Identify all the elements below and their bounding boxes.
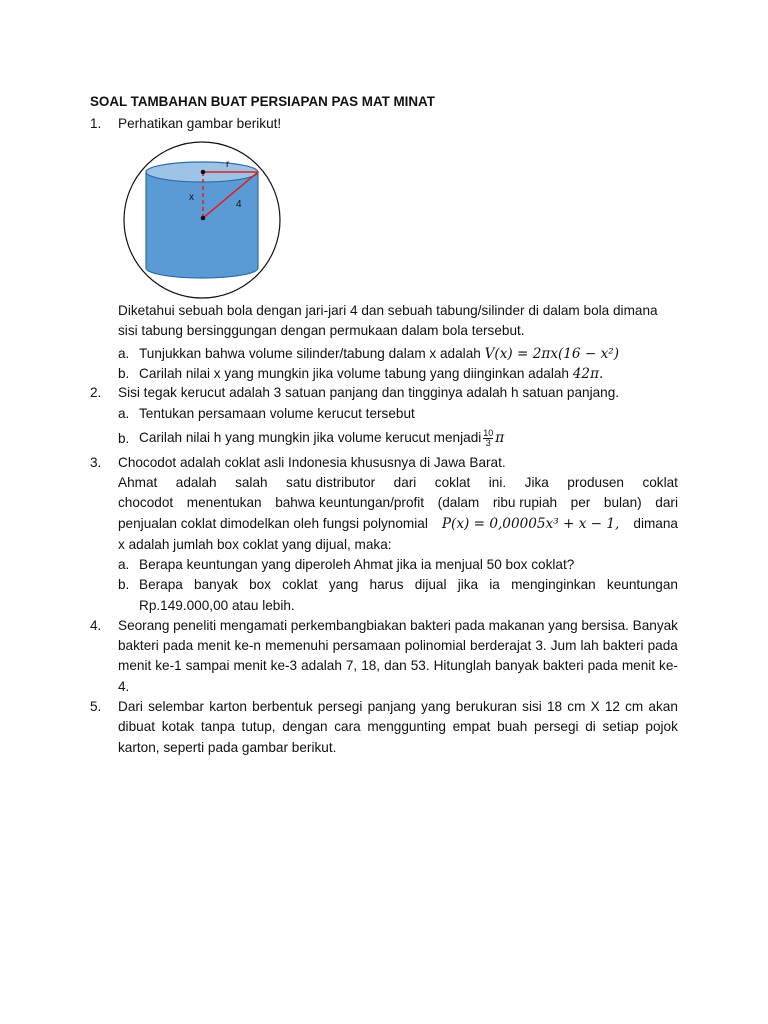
word: persegi <box>533 719 579 734</box>
word: selembar <box>148 699 205 714</box>
word: buah <box>497 719 528 734</box>
q2-text: Sisi tegak kerucut adalah 3 satuan panjang dan tingginya adalah h satuan panjang. <box>118 385 620 400</box>
word: tutup, <box>241 719 276 734</box>
q3-b-line2: Rp.149.000,00 atau lebih. <box>139 598 295 613</box>
q1-paragraph-line1: Diketahui sebuah bola dengan jari-jari 4 dan sebuah tabung/silinder di dalam bola dimana <box>118 303 658 318</box>
word: coklat <box>282 577 318 592</box>
word: chocodot <box>118 495 174 510</box>
word: karton <box>209 699 247 714</box>
word: ini. <box>488 475 507 490</box>
word: Banyak <box>632 618 678 633</box>
sphere-cylinder-figure <box>122 140 282 300</box>
q4-line2 <box>118 637 678 655</box>
word: pojok <box>645 719 678 734</box>
word: Berapa <box>139 577 183 592</box>
q2-b-item <box>139 426 504 450</box>
word: dari <box>393 475 417 490</box>
word: menit <box>197 638 231 653</box>
word: produsen <box>567 475 624 490</box>
word: cm <box>567 699 586 714</box>
pi-symbol: π <box>495 430 505 446</box>
word: berbentuk <box>252 699 313 714</box>
q3-line3 <box>118 494 678 512</box>
word: adalah <box>301 658 342 673</box>
word: Ahmat <box>118 475 158 490</box>
word: sisi <box>522 699 542 714</box>
cylinder-body <box>146 172 258 278</box>
word: persegi <box>317 699 363 714</box>
word: Hitunglah <box>433 658 492 673</box>
word: berukuran <box>455 699 517 714</box>
word: bakteri <box>118 638 159 653</box>
word: menit <box>621 658 656 673</box>
word: menentukan <box>186 495 262 510</box>
word: sampai <box>185 658 230 673</box>
word: persamaan <box>332 638 401 653</box>
label-r: r <box>226 159 230 170</box>
word: ke-3 <box>270 658 298 673</box>
q4-line3 <box>118 657 678 675</box>
word: dan <box>384 658 407 673</box>
word: ribu rupiah <box>492 495 558 510</box>
word: pada <box>587 658 618 673</box>
fraction-denominator: 3 <box>485 437 491 448</box>
word: Seorang <box>118 618 170 633</box>
word: menginginkan <box>511 577 596 592</box>
q2-a-label: a. <box>118 406 130 421</box>
word: Jum <box>550 638 577 653</box>
q2-b-text: Carilah nilai h yang mungkin jika volume kerucut menjadi <box>139 430 482 445</box>
word: dijual <box>414 577 447 592</box>
word: akan <box>648 699 678 714</box>
q5-line3: karton, seperti pada gambar berikut. <box>118 740 337 755</box>
word: (dalam <box>437 495 480 510</box>
q1-b-text: Carilah nilai x yang mungkin jika volume tabung yang diinginkan adalah <box>139 366 569 381</box>
word: empat <box>452 719 491 734</box>
word: mengamati <box>219 618 288 633</box>
q1-paragraph-line2: sisi tabung bersinggungan dengan permukaan dalam bola tersebut. <box>118 323 525 338</box>
q1-a-label: a. <box>118 346 130 361</box>
word: coklat <box>642 475 678 490</box>
word: satu distributor <box>286 475 376 490</box>
q2-number: 2. <box>90 385 102 400</box>
q1-a-text: Tunjukkan bahwa volume silinder/tabung dalam x adalah <box>139 346 481 361</box>
word: harus <box>369 577 404 592</box>
word: lah <box>580 638 599 653</box>
q3-line4 <box>118 515 678 533</box>
page-title: SOAL TAMBAHAN BUAT PERSIAPAN PAS MAT MINAT <box>90 94 435 109</box>
word: coklat <box>434 475 471 490</box>
word: 18 <box>546 699 563 714</box>
word: pada <box>647 638 678 653</box>
word: banyak <box>495 658 539 673</box>
top-center-dot <box>201 170 206 175</box>
word: dari <box>655 495 678 510</box>
q3-a-label: a. <box>118 557 130 572</box>
word: polinomial <box>404 638 466 653</box>
word: bakteri <box>542 658 584 673</box>
q5-number: 5. <box>90 699 102 714</box>
word: per <box>570 495 591 510</box>
word: keuntungan <box>606 577 678 592</box>
word: adalah <box>175 475 217 490</box>
word: 3. <box>535 638 547 653</box>
label-x: x <box>189 192 194 203</box>
word: kotak <box>161 719 195 734</box>
word: 18, <box>361 658 381 673</box>
word: perkembangbiakan <box>290 618 407 633</box>
q1-number: 1. <box>90 116 102 131</box>
word: ke-1 <box>155 658 182 673</box>
word: yang <box>328 577 359 592</box>
word: jika <box>457 577 479 592</box>
word: ia <box>489 577 500 592</box>
q5-line1 <box>118 698 678 716</box>
label-4: 4 <box>236 199 242 210</box>
sphere-center-dot <box>201 216 206 221</box>
word: yang <box>421 699 451 714</box>
word: peneliti <box>173 618 217 633</box>
q3-line4-text: penjualan coklat dimodelkan oleh fungsi polynomial <box>118 516 428 531</box>
word: makanan <box>488 618 545 633</box>
word: memenuhi <box>265 638 329 653</box>
q4-number: 4. <box>90 618 102 633</box>
word: pada <box>454 618 485 633</box>
q3-line5: x adalah jumlah box coklat yang dijual, maka: <box>118 537 392 552</box>
word: yang <box>548 618 578 633</box>
q4-line4: 4. <box>118 679 130 694</box>
q1-a-item <box>139 345 619 363</box>
word: ke-n <box>234 638 261 653</box>
word: cm <box>625 699 644 714</box>
q1-b-formula: 42π. <box>572 366 604 382</box>
q2-a-text: Tentukan persamaan volume kerucut tersebut <box>139 406 415 421</box>
q3-b-label: b. <box>118 577 130 592</box>
word: menit <box>118 658 152 673</box>
word: salah <box>235 475 268 490</box>
q3-a-text: Berapa keuntungan yang diperoleh Ahmat jika ia menjual 50 box coklat? <box>139 557 575 572</box>
q3-line4-end: dimana <box>633 516 678 531</box>
word: pada <box>162 638 194 653</box>
word: 7, <box>345 658 358 673</box>
q3-b-line1 <box>139 576 678 594</box>
word: Dari <box>118 699 143 714</box>
q1-intro: Perhatikan gambar berikut! <box>118 116 282 131</box>
word: cara <box>334 719 361 734</box>
word: panjang <box>367 699 416 714</box>
word: box <box>249 577 271 592</box>
q3-line2 <box>118 474 678 492</box>
word: banyak <box>194 577 238 592</box>
word: menit <box>233 658 267 673</box>
word: bakteri <box>410 618 451 633</box>
q3-formula: P(x) = 0,00005x³ + x − 1, <box>441 516 620 532</box>
word: dibuat <box>118 719 156 734</box>
word: bakteri <box>602 638 644 653</box>
word: 12 <box>604 699 620 714</box>
q1-a-formula: V(x) = 2πx(16 − x²) <box>484 346 620 362</box>
q3-number: 3. <box>90 455 102 470</box>
word: bulan) <box>603 495 642 510</box>
q3-line1: Chocodot adalah coklat asli Indonesia khususnya di Jawa Barat. <box>118 455 506 470</box>
q1-b-label: b. <box>118 366 130 381</box>
word: dengan <box>282 719 328 734</box>
word: X <box>590 699 600 714</box>
q2-b-fraction <box>483 429 493 448</box>
word: bersisa. <box>581 618 629 633</box>
word: 53. <box>410 658 430 673</box>
word: setiap <box>602 719 639 734</box>
word: tanpa <box>200 719 235 734</box>
word: Jika <box>524 475 549 490</box>
q4-line1 <box>118 617 678 635</box>
word: di <box>585 719 596 734</box>
word: berderajat <box>470 638 532 653</box>
q5-line2 <box>118 718 678 736</box>
q1-b-item <box>139 365 603 383</box>
word: bahwa keuntungan/profit <box>275 495 425 510</box>
fraction-numerator: 10 <box>483 427 494 438</box>
word: menggunting <box>367 719 446 734</box>
word: ke- <box>659 658 678 673</box>
q2-b-label: b. <box>118 431 130 446</box>
